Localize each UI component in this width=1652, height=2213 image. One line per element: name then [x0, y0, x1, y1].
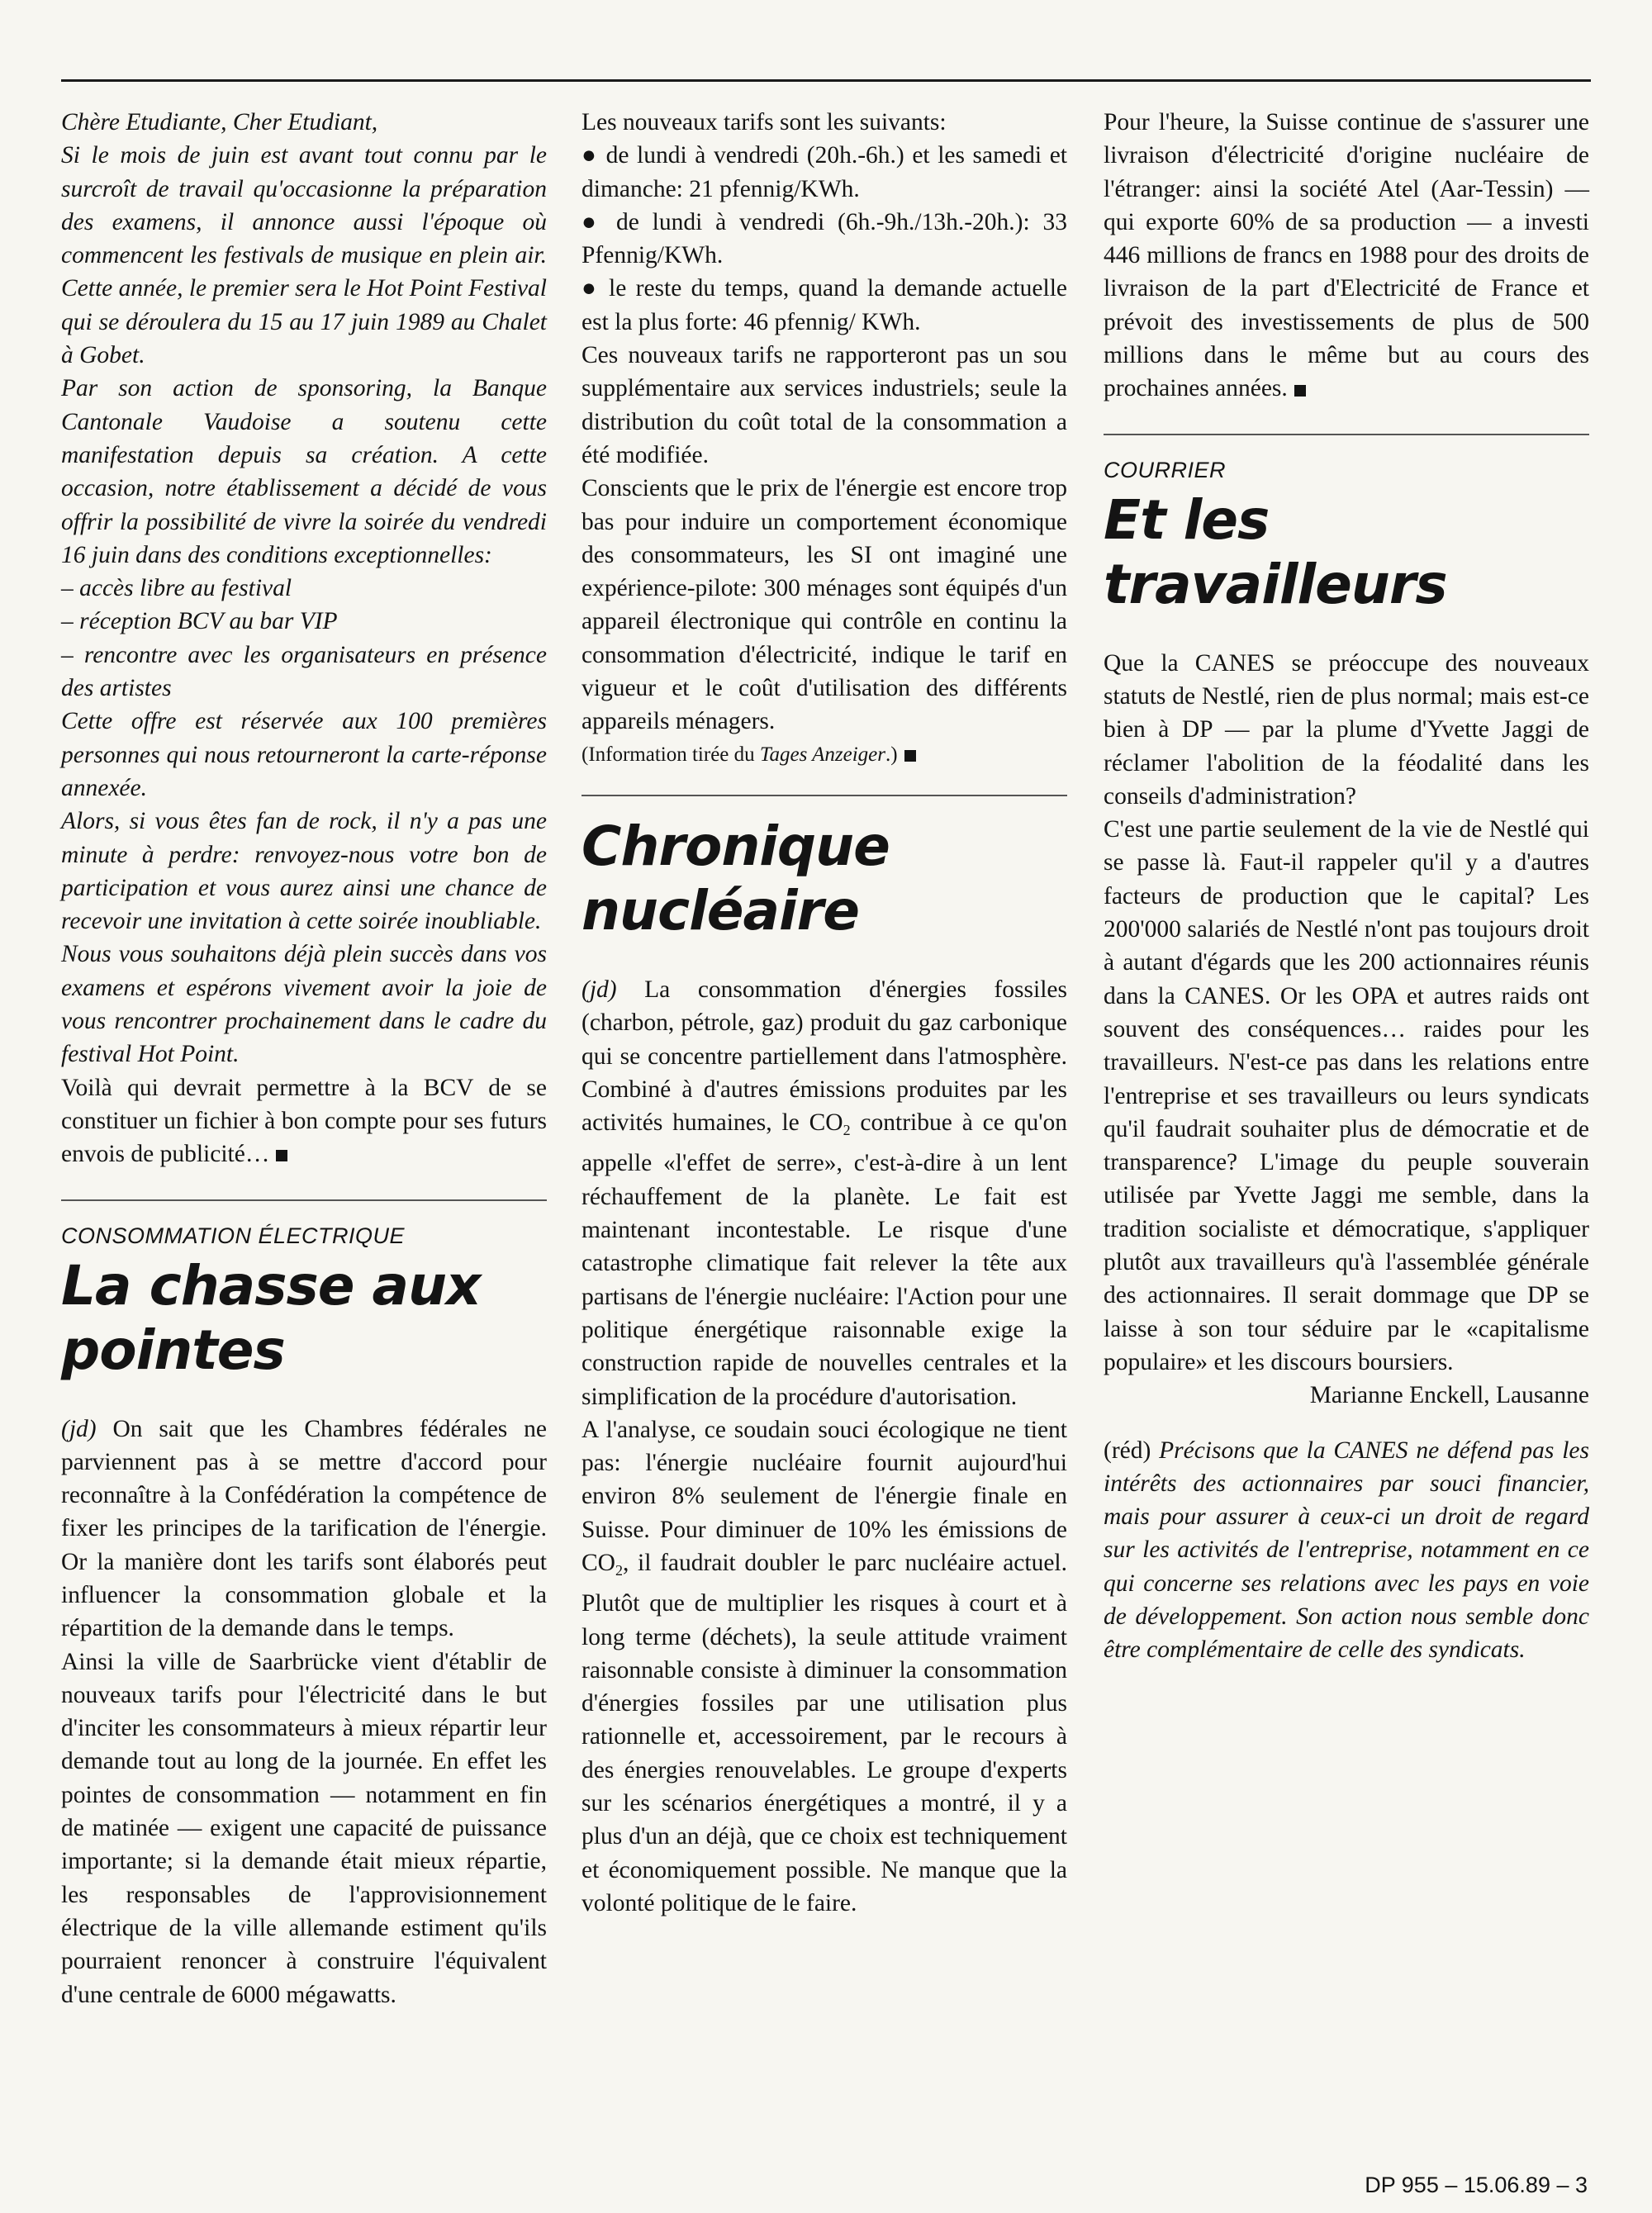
letter-signature: Marianne Enckell, Lausanne [1309, 1382, 1589, 1409]
article-kicker: COURRIER [1104, 457, 1227, 482]
article-paragraph: Conscients que le prix de l'énergie est encore trop bas pour induire un comportement économique des consommateurs, les SI ont imaginé une expérience-pilote: 300 ménages sont équipés d'un appareil électronique qui contrôle en continu la consommation d'électricité, indique le tarif en vigueur et le coût d'utilisation des différents appareils ménagers. [582, 475, 1067, 735]
article-paragraph: Ainsi la ville de Saarbrücke vient d'établir de nouveaux tarifs pour l'électricité dans le but d'inciter les consommateurs à mieux répartir leur demande tout au long de la journée. En effet les pointes de consommation — notamment en fin de matinée — exigent une capacité de puissance importante; si la demande était mieux répartie, les responsables de l'approvisionnement électrique de la ville allemande estiment qu'ils pourraient renoncer à construire l'équivalent d'une centrale de 6000 mégawatts. [61, 1648, 547, 2008]
column-1 [61, 106, 547, 2011]
tariff-bullet: ● le reste du temps, quand la demande actuelle est la plus forte: 46 pfennig/ KWh. [582, 275, 1067, 335]
article-paragraph: Ces nouveaux tarifs ne rapporteront pas un sou supplémentaire aux services industriels; seule la distribution du coût total de la consommation a été modifiée. [582, 342, 1067, 468]
column-2 [582, 106, 1067, 1920]
letter-paragraph: Si le mois de juin est avant tout connu par le surcroît de travail qu'occasionne la préparation des examens, il annonce aussi l'époque où commencent les festivals de musique en plein air. Cette année, le premier sera le Hot Point Festival qui se déroulera du 15 au 17 juin 1989 au Chalet à Gobet. [61, 142, 547, 369]
letter-list-item: – réception BCV au bar VIP [61, 608, 338, 635]
column-3 [1104, 106, 1589, 1667]
article-source: (Information tirée du Tages Anzeiger.) [582, 738, 1067, 772]
letter-paragraph: Nous vous souhaitons déjà plein succès dans vos examens et espérons vivement avoir la joie de vous rencontrer prochainement dans le cadre du festival Hot Point. [61, 941, 547, 1068]
tariff-bullet: ● de lundi à vendredi (20h.-6h.) et les samedi et dimanche: 21 pfennig/KWh. [582, 142, 1067, 202]
top-rule [61, 79, 1591, 82]
article-paragraph: A l'analyse, ce soudain souci écologique ne tient pas: l'énergie nucléaire fournit aujourd'hui environ 8% seulement de l'énergie finale en Suisse. Pour diminuer de 10% les émissions de $CO_2$, il faudrait doubler le parc nucléaire actuel. Plutôt que de multiplier les risques à court et à long terme (déchets), la seule attitude vraiment raisonnable consiste à diminuer la consommation d'énergies fossiles par une utilisation plus rationnelle et, accessoirement, par le recours à des énergies renouvelables. Le groupe d'experts sur les scénarios énergétiques a montré, il y a plus d'un an déjà, que ce choix est techniquement et économiquement possible. Ne manque que la volonté politique de le faire. [582, 1416, 1067, 1916]
tariff-bullet: ● de lundi à vendredi (6h.-9h./13h.-20h.): 33 Pfennig/KWh. [582, 208, 1067, 269]
letter-text [61, 106, 547, 1071]
letter-list-item: – rencontre avec les organisateurs en présence des artistes [61, 641, 547, 702]
end-mark-icon [904, 750, 916, 762]
letter-paragraph: Cette offre est réservée aux 100 premières personnes qui nous retourneront la carte-réponse annexée. [61, 708, 547, 801]
section-divider [1104, 434, 1589, 435]
letter-paragraph: Par son action de sponsoring, la Banque Cantonale Vaudoise a soutenu cette manifestation depuis sa création. A cette occasion, notre établissement a décidé de vous offrir la possibilité de vivre la soirée du vendredi 16 juin dans des conditions exceptionnelles: [61, 375, 547, 568]
end-mark-icon [276, 1150, 287, 1161]
section-divider [61, 1199, 547, 1201]
article-headline: Chronique nucléaire [582, 814, 890, 943]
letter-paragraph: Alors, si vous êtes fan de rock, il n'y a pas une minute à perdre: renvoyez-nous votre bon de participation et vous aurez ainsi une chance de recevoir une invitation à cette soirée inoubliable. [61, 808, 547, 935]
editorial-reply: (réd) Précisons que la CANES ne défend pas les intérêts des actionnaires par souci financier, mais pour assurer à ceux-ci un droit de regard sur les activités de l'entreprise, notamment en ce qui concerne ses relations avec les pays en voie de développement. Son action nous semble donc être complémentaire de celle des syndicats. [1104, 1437, 1589, 1664]
article-paragraph: C'est une partie seulement de la vie de Nestlé qui se passe là. Faut-il rappeler qu'il y a d'autres facteurs de production que le capital? Les 200'000 salariés de Nestlé n'ont pas toujours droit à autant d'égards que les 200 actionnaires réunis dans la CANES. Or les OPA et autres raids ont souvent des conséquences… raides pour les travailleurs. N'est-ce pas dans les relations entre l'entreprise et ses travailleurs ou leurs syndicats qu'il faudrait souhaiter plus de démocratie et de transparence? L'image du peuple souverain utilisée par Yvette Jaggi me semble, dans la tradition socialiste et démocratique, s'appliquer plutôt aux travailleurs qu'à l'assemblée générale des actionnaires. Il serait dommage que DP se laisse à son tour séduire par le «capitalisme populaire» et les discours boursiers. [1104, 816, 1589, 1375]
letter-list-item: – accès libre au festival [61, 575, 292, 602]
end-mark-icon [1294, 385, 1306, 397]
article-kicker: CONSOMMATION ÉLECTRIQUE [61, 1223, 406, 1248]
article-paragraph: Que la CANES se préoccupe des nouveaux statuts de Nestlé, rien de plus normal; mais est-ce bien à DP — par la plume d'Yvette Jaggi de réclamer l'abolition de la féodalité dans les conseils d'administration? [1104, 649, 1589, 810]
article-paragraph: Les nouveaux tarifs sont les suivants: [582, 109, 947, 135]
article-paragraph: (jd) On sait que les Chambres fédérales ne parviennent pas à se mettre d'accord pour reconnaître à la Confédération la compétence de fixer les principes de la tarification de l'énergie. Or la manière dont les tarifs sont élaborés peut influencer la consommation globale et la répartition de la demande dans le temps. [61, 1415, 547, 1642]
letter-salutation: Chère Etudiante, Cher Etudiant, [61, 109, 378, 135]
page-folio: DP 955 – 15.06.89 – 3 [1365, 2173, 1588, 2197]
article-paragraph: (jd) La consommation d'énergies fossiles (charbon, pétrole, gaz) produit du gaz carbonique qui se concentre partiellement dans l'atmosphère. Combiné à d'autres émissions produites par les activités humaines, le $CO_2$ contribue à ce qu'on appelle «l'effet de serre», c'est-à-dire à un lent réchauffement de la planète. Le fait est maintenant incontestable. Le risque d'une catastrophe climatique fait relever la tête aux partisans de l'énergie nucléaire: l'Action pour une politique énergétique raisonnable exige la construction rapide de nouvelles centrales et la simplification de la procédure d'autorisation. [582, 976, 1068, 1410]
article-headline: La chasse aux pointes [61, 1253, 481, 1382]
article-paragraph: Pour l'heure, la Suisse continue de s'assurer une livraison d'électricité d'origine nucléaire de l'étranger: ainsi la société Atel (Aar-Tessin) — qui exporte 60% de sa production — a investi 446 millions de francs en 1988 pour des droits de livraison de la part d'Electricité de France et prévoit des investissements de plus de 500 millions dans le même but au cours des prochaines années. [1104, 109, 1589, 402]
section-divider [582, 795, 1067, 796]
article-headline: Et les travailleurs [1104, 487, 1447, 616]
letter-comment: Voilà qui devrait permettre à la BCV de se constituer un fichier à bon compte pour ses futurs envois de publicité… [61, 1074, 547, 1168]
